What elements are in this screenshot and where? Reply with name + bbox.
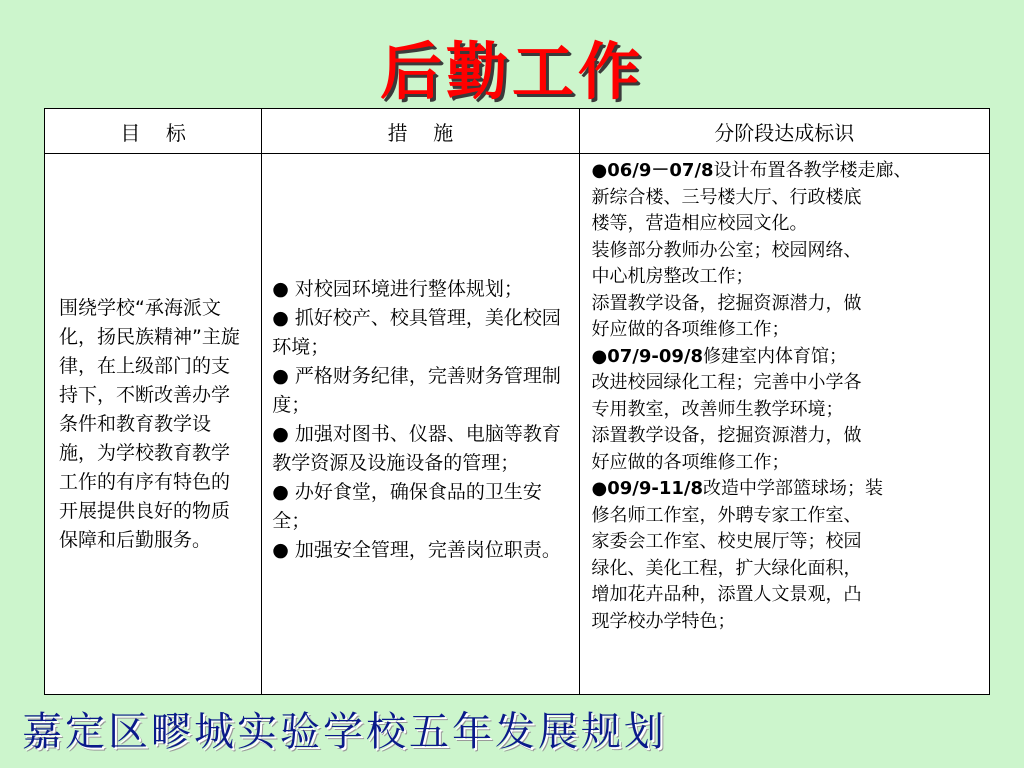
measures-cell	[262, 154, 579, 695]
stage-text: 设计布置各教学楼走廊、	[713, 160, 912, 181]
plan-table	[44, 108, 990, 695]
stage-line	[592, 344, 989, 371]
stage-line: 好应做的各项维修工作；	[591, 451, 790, 473]
measure-item: ● 严格财务纪律，完善财务管理制度；	[272, 365, 561, 416]
stage-line: 专用教室，改善师生教学环境；	[591, 398, 844, 420]
stage-text: 修建室内体育馆；	[703, 345, 848, 367]
stage-period: ●07/9-09/8	[591, 345, 704, 367]
measure-item: ● 抓好校产、校具管理，美化校园环境；	[272, 307, 561, 358]
stage-line: 新综合楼、三号楼大厅、行政楼底	[591, 186, 862, 208]
stage-line	[592, 158, 989, 185]
measure-item: ● 对校园环境进行整体规划；	[272, 278, 523, 300]
stage-text: 改造中学部篮球场；装	[703, 478, 884, 499]
stage-line: 添置教学设备，挖掘资源潜力，做	[591, 292, 862, 314]
stage-line: 装修部分教师办公室；校园网络、	[591, 239, 862, 261]
measure-item: ● 加强安全管理，完善岗位职责。	[272, 539, 561, 561]
header-measures: 措 施	[262, 109, 579, 154]
goal-cell: 围绕学校“承海派文化，扬民族精神”主旋律，在上级部门的支持下，不断改善办学条件和教育教学设施，为学校教育教学工作的有序有特色的开展提供良好的物质保障和后勤服务。	[45, 154, 262, 695]
stage-period: ●09/9-11/8	[591, 478, 704, 499]
stage-line: 修名师工作室，外聘专家工作室、	[591, 504, 862, 526]
stage-line: 家委会工作室、校史展厅等；校园	[591, 531, 862, 552]
table-header-row	[45, 109, 990, 154]
header-goal: 目 标	[45, 109, 262, 154]
measure-item: ● 加强对图书、仪器、电脑等教育教学资源及设施设备的管理；	[272, 423, 561, 474]
stage-line: 中心机房整改工作；	[591, 266, 754, 287]
footer-school-plan: 嘉定区疁城实验学校五年发展规划	[22, 709, 667, 755]
stage-line: 楼等，营造相应校园文化。	[591, 213, 808, 234]
stage-line: 改进校园绿化工程；完善中小学各	[591, 372, 862, 393]
stage-line: 好应做的各项维修工作；	[591, 319, 790, 340]
stage-line: 添置教学设备，挖掘资源潜力，做	[591, 425, 862, 446]
measure-item: ● 办好食堂，确保食品的卫生安全；	[272, 481, 542, 532]
stage-period: ●06/9－07/8	[591, 160, 714, 181]
slide-title: 后勤工作	[379, 35, 644, 108]
stage-line: 绿化、美化工程，扩大绿化面积，	[591, 557, 862, 579]
stage-line	[592, 476, 989, 503]
stage-line: 现学校办学特色；	[591, 610, 736, 632]
stages-cell	[579, 154, 989, 695]
header-stages: 分阶段达成标识	[579, 109, 989, 154]
stage-line: 增加花卉品种，添置人文景观，凸	[591, 584, 862, 605]
table-row	[45, 154, 990, 695]
